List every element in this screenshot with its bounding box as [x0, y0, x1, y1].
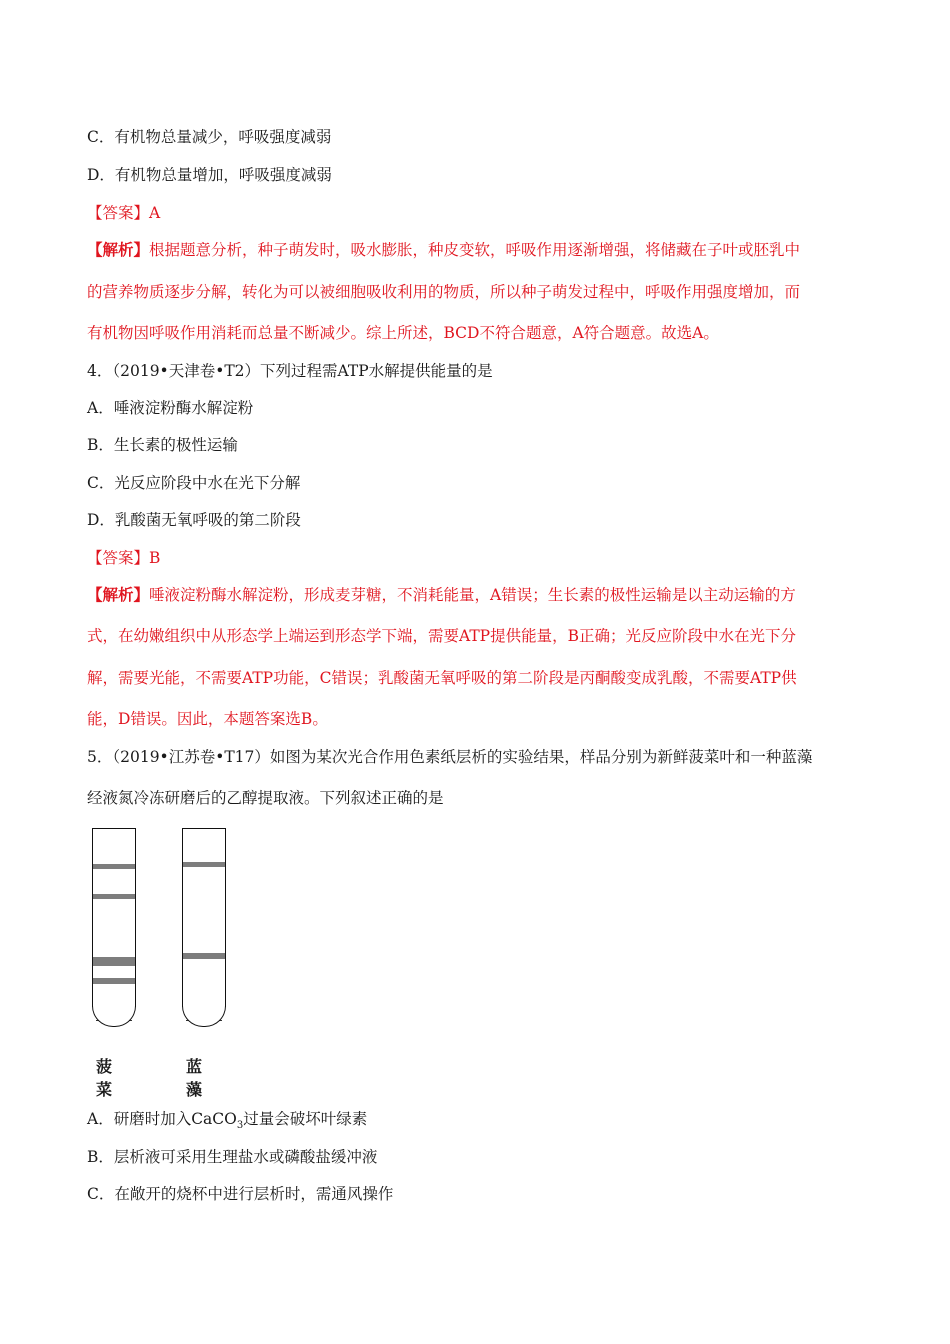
q4-option-b: B．生长素的极性运输 — [87, 436, 238, 454]
cyanobacteria-tube-bottom — [182, 1006, 226, 1027]
option-a-post: 过量会破坏叶绿素 — [243, 1110, 368, 1128]
q4-analysis-line-3: 解，需要光能，不需要ATP功能，C错误；乳酸菌无氧呼吸的第二阶段是丙酮酸变成乳酸，不需要ATP供 — [87, 669, 797, 687]
cyanobacteria-tube — [182, 828, 226, 1007]
q5-option-a — [87, 1109, 367, 1136]
q4-analysis-line-4: 能，D错误。因此，本题答案选B。 — [87, 710, 328, 728]
tube-label-cyanobacteria: 蓝藻 — [186, 1057, 203, 1099]
q3-answer: 【答案】A — [87, 204, 161, 222]
q5-option-c: C．在敞开的烧杯中进行层析时，需通风操作 — [87, 1185, 394, 1203]
pigment-band — [93, 978, 135, 984]
q4-option-c: C．光反应阶段中水在光下分解 — [87, 474, 301, 492]
pigment-band — [183, 953, 225, 959]
option-a-subscript: 3 — [236, 1120, 244, 1132]
tube-label-spinach: 菠菜 — [96, 1057, 113, 1099]
analysis-label: 【解析】 — [87, 585, 150, 604]
q3-option-d: D．有机物总量增加，呼吸强度减弱 — [87, 166, 332, 184]
pigment-band — [183, 862, 225, 867]
analysis-label: 【解析】 — [87, 240, 150, 259]
spinach-tube — [92, 828, 136, 1007]
pigment-band — [93, 957, 135, 966]
analysis-text: 根据题意分析，种子萌发时，吸水膨胀，种皮变软，呼吸作用逐渐增强，将储藏在子叶或胚乳中 — [149, 241, 801, 259]
q4-answer: 【答案】B — [87, 549, 161, 567]
pigment-band — [93, 864, 135, 869]
analysis-text: 唾液淀粉酶水解淀粉，形成麦芽糖，不消耗能量，A错误；生长素的极性运输是以主动运输的方 — [149, 586, 796, 604]
q3-analysis-line-1 — [87, 240, 863, 260]
q3-analysis-line-2: 的营养物质逐步分解，转化为可以被细胞吸收利用的物质，所以种子萌发过程中，呼吸作用强度增加，而 — [87, 283, 801, 301]
q3-option-c: C．有机物总量减少，呼吸强度减弱 — [87, 128, 332, 146]
q4-option-d: D．乳酸菌无氧呼吸的第二阶段 — [87, 511, 301, 529]
q4-analysis-line-2: 式，在幼嫩组织中从形态学上端运到形态学下端，需要ATP提供能量，B正确；光反应阶段中水在光下分 — [87, 627, 797, 645]
pigment-band — [93, 894, 135, 899]
q5-stem-line-2: 经液氮冷冻研磨后的乙醇提取液。下列叙述正确的是 — [87, 789, 444, 807]
q3-analysis-line-3: 有机物因呼吸作用消耗而总量不断减少。综上所述，BCD不符合题意，A符合题意。故选A。 — [87, 324, 719, 342]
option-a-pre: A．研磨时加入CaCO — [87, 1110, 237, 1128]
q4-option-a: A．唾液淀粉酶水解淀粉 — [87, 399, 254, 417]
q4-stem: 4．（2019•天津卷•T2）下列过程需ATP水解提供能量的是 — [87, 362, 493, 380]
q4-analysis-line-1 — [87, 585, 796, 605]
q5-option-b: B．层析液可采用生理盐水或磷酸盐缓冲液 — [87, 1148, 378, 1166]
spinach-tube-bottom — [92, 1006, 136, 1027]
q5-stem-line-1: 5．（2019•江苏卷•T17）如图为某次光合作用色素纸层析的实验结果，样品分别为新鲜菠菜叶和一种蓝藻 — [87, 748, 813, 766]
